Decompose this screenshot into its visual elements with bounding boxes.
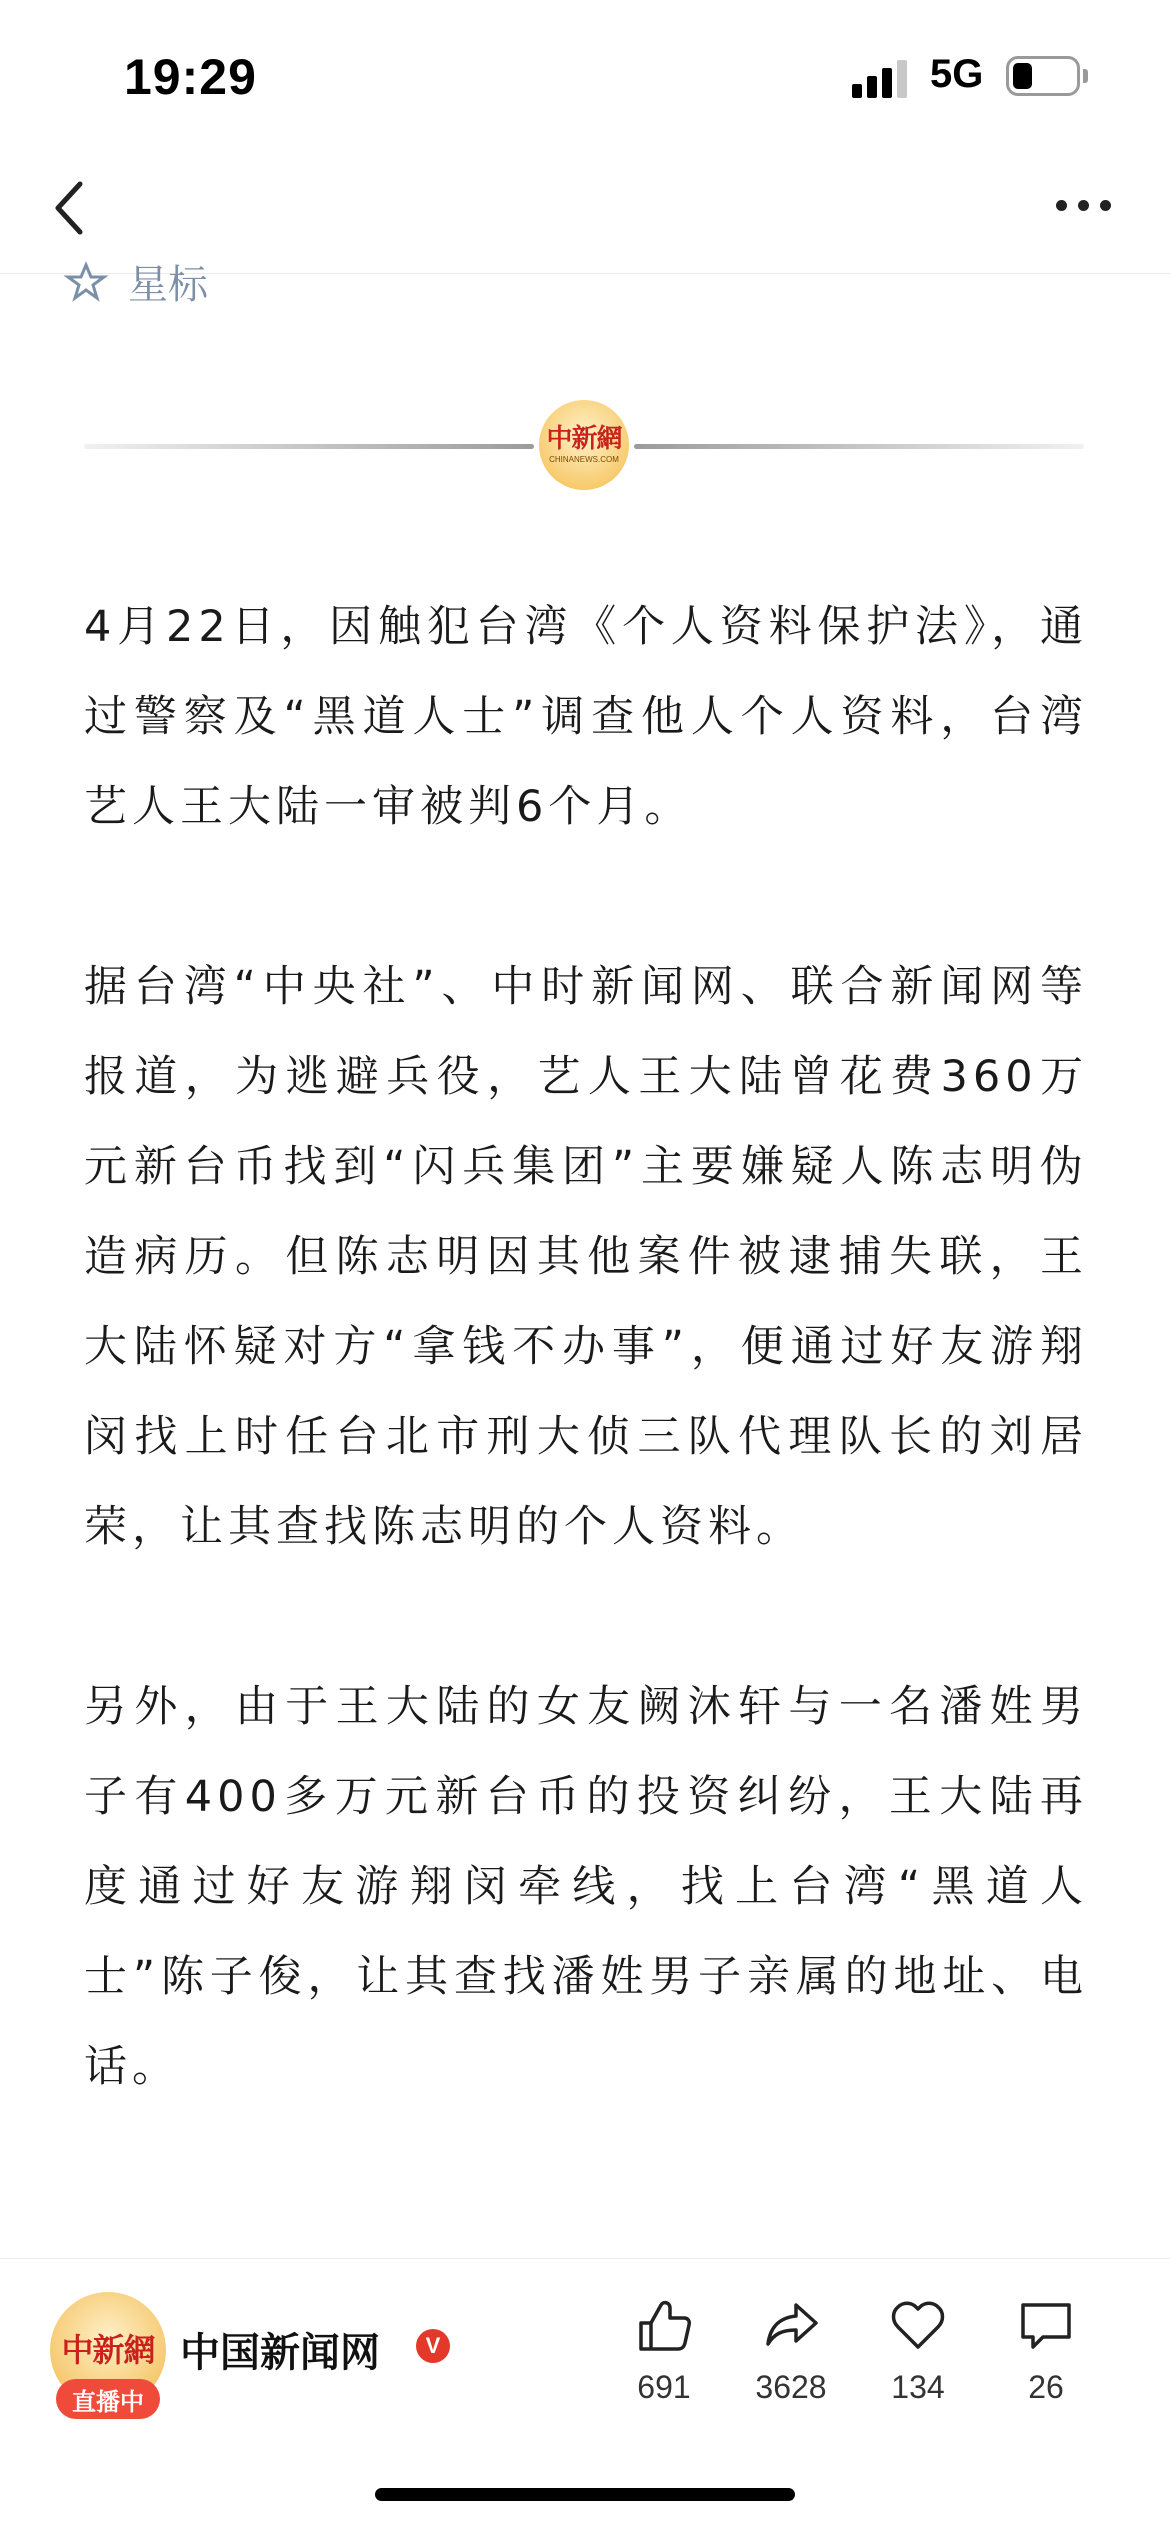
status-bar — [0, 0, 1170, 150]
avatar-logo-text: 中新網 — [61, 2331, 155, 2369]
network-type: 5G — [930, 52, 984, 96]
logo-name-en: CHINANEWS.COM — [549, 455, 619, 464]
live-badge[interactable]: 直播中 — [56, 2379, 160, 2419]
cellular-signal-icon — [852, 58, 910, 98]
battery-level — [1013, 63, 1032, 89]
verified-icon: V — [416, 2329, 450, 2363]
share-button[interactable] — [731, 2295, 851, 2406]
like-count: 691 — [637, 2369, 691, 2405]
article-paragraph: 据台湾“中央社”、中时新闻网、联合新闻网等报道，为逃避兵役，艺人王大陆曾花费360万元新台币找到“闪兵集团”主要嫌疑人陈志明伪造病历。但陈志明因其他案件被逮捕失联，王大陆怀疑对方“拿钱不办事”，便通过好友游翔闵找上时任台北市刑大侦三队代理队长的刘居荣，让其查找陈志明的个人资料。 — [84, 962, 1088, 1552]
battery-icon — [1006, 56, 1080, 96]
status-time: 19:29 — [124, 49, 257, 105]
article-paragraph: 另外，由于王大陆的女友阙沐轩与一名潘姓男子有400多万元新台币的投资纠纷，王大陆再度通过好友游翔闵牵线，找上台湾“黑道人士”陈子俊，让其查找潘姓男子亲属的地址、电话。 — [84, 1682, 1088, 2092]
logo-name-cn: 中新網 — [546, 424, 622, 454]
share-count: 3628 — [755, 2369, 827, 2405]
battery-cap — [1083, 69, 1088, 83]
star-row[interactable] — [66, 262, 266, 308]
heart-icon — [887, 2295, 949, 2357]
favorite-button[interactable] — [858, 2295, 978, 2406]
chevron-left-icon — [44, 172, 104, 242]
like-button[interactable] — [604, 2295, 724, 2406]
source-logo-divider — [84, 400, 1084, 492]
account-name[interactable]: 中国新闻网 — [180, 2330, 380, 2376]
comment-count: 26 — [1028, 2369, 1064, 2405]
article-body — [84, 582, 1088, 2202]
star-label: 星标 — [128, 262, 208, 308]
thumbs-up-icon — [633, 2295, 695, 2357]
share-icon — [760, 2295, 822, 2357]
home-indicator[interactable] — [375, 2488, 795, 2501]
comment-button[interactable] — [986, 2295, 1106, 2406]
more-button[interactable] — [1050, 180, 1120, 230]
comment-icon — [1015, 2295, 1077, 2357]
star-outline-icon — [66, 262, 106, 302]
article-paragraph: 4月22日，因触犯台湾《个人资料保护法》，通过警察及“黑道人士”调查他人个人资料，台湾艺人王大陆一审被判6个月。 — [84, 602, 1088, 832]
divider-line-right — [634, 444, 1084, 449]
favorite-count: 134 — [891, 2369, 945, 2405]
back-button[interactable] — [44, 172, 104, 242]
chinanews-logo — [539, 400, 629, 490]
divider-line-left — [84, 444, 534, 449]
